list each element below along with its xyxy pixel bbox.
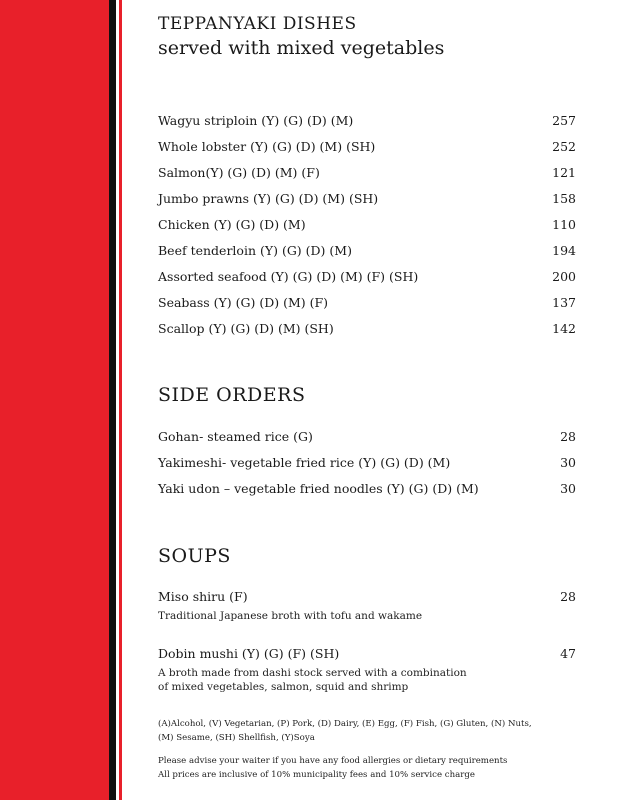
item-description: Traditional Japanese broth with tofu and wakame [158,610,423,622]
allergen-legend: (M) Sesame, (SH) Shellfish, (Y)Soya [158,733,315,743]
item-price: 110 [552,217,576,232]
menu-item [158,646,576,664]
red-side-band [0,0,109,800]
item-name: Dobin mushi (Y) (G) (F) (SH) [158,646,340,661]
item-price: 194 [552,243,576,258]
item-price: 252 [552,139,576,154]
menu-item [158,165,576,183]
item-description: of mixed vegetables, salmon, squid and shrimp [158,681,409,693]
item-name: Miso shiru (F) [158,589,248,604]
soups-title: SOUPS [158,545,231,567]
item-name: Beef tenderloin (Y) (G) (D) (M) [158,243,352,258]
item-name: Jumbo prawns (Y) (G) (D) (M) (SH) [158,191,379,206]
menu-item [158,481,576,499]
item-price: 137 [552,295,576,310]
menu-item [158,139,576,157]
item-price: 47 [560,646,576,661]
thin-red-stripe [119,0,122,800]
menu-item [158,455,576,473]
item-name: Gohan- steamed rice (G) [158,429,313,444]
item-name: Wagyu striploin (Y) (G) (D) (M) [158,113,354,128]
item-name: Whole lobster (Y) (G) (D) (M) (SH) [158,139,376,154]
item-price: 28 [560,429,576,444]
item-name: Yakimeshi- vegetable fried rice (Y) (G) (D) (M) [158,455,451,470]
item-price: 30 [560,455,576,470]
menu-item [158,217,576,235]
allergen-legend: (A)Alcohol, (V) Vegetarian, (P) Pork, (D) Dairy, (E) Egg, (F) Fish, (G) Gluten, (N) Nuts, [158,719,532,729]
menu-item [158,191,576,209]
price-note: All prices are inclusive of 10% municipality fees and 10% service charge [158,770,475,780]
item-price: 158 [552,191,576,206]
item-name: Chicken (Y) (G) (D) (M) [158,217,306,232]
item-price: 200 [552,269,576,284]
menu-item [158,589,576,607]
menu-item [158,113,576,131]
menu-item [158,295,576,313]
menu-item [158,269,576,287]
teppanyaki-title: TEPPANYAKI DISHES [158,14,357,34]
item-name: Yaki udon – vegetable fried noodles (Y) (G) (D) (M) [158,481,479,496]
menu-item [158,243,576,261]
item-price: 30 [560,481,576,496]
item-price: 28 [560,589,576,604]
item-name: Seabass (Y) (G) (D) (M) (F) [158,295,329,310]
side-orders-title: SIDE ORDERS [158,384,306,406]
menu-item [158,321,576,339]
item-description: A broth made from dashi stock served with a combination [158,667,467,679]
menu-item [158,429,576,447]
item-price: 142 [552,321,576,336]
item-price: 257 [552,113,576,128]
black-stripe [109,0,116,800]
item-price: 121 [552,165,576,180]
item-name: Assorted seafood (Y) (G) (D) (M) (F) (SH) [158,269,419,284]
item-name: Scallop (Y) (G) (D) (M) (SH) [158,321,334,336]
allergy-note: Please advise your waiter if you have any food allergies or dietary requirements [158,756,508,766]
item-name: Salmon(Y) (G) (D) (M) (F) [158,165,320,180]
teppanyaki-subtitle: served with mixed vegetables [158,37,445,59]
